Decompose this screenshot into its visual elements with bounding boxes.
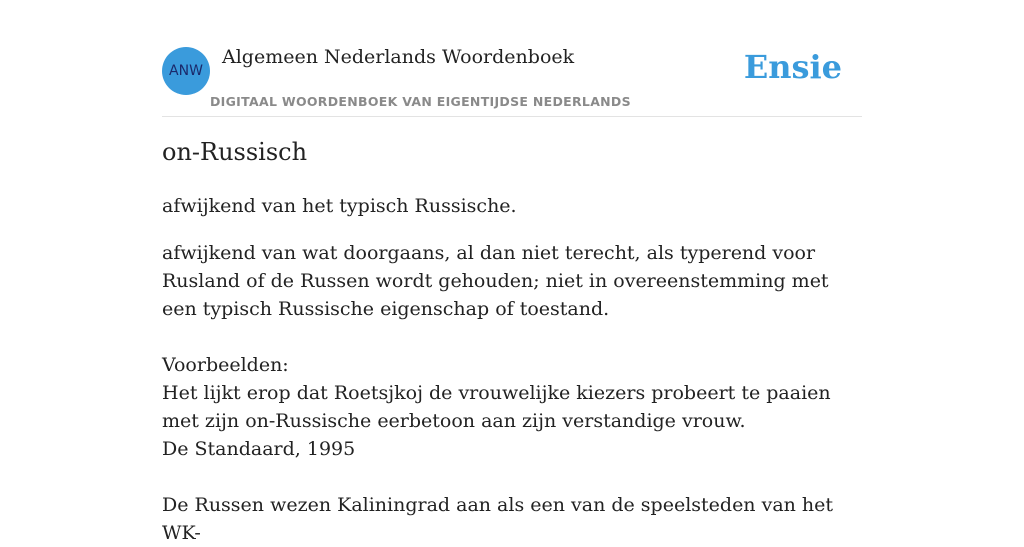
anw-logo[interactable] [162,47,210,95]
source-header [162,40,862,117]
example-text: Het lijkt erop dat Roetsjkoj de vrouwelijke kiezers probeert te paaien met zijn on-Russische eerbetoon aan zijn verstandige vrouw. [162,382,831,432]
headword: on-Russisch [162,138,308,166]
spacer [162,323,862,351]
ensie-logo[interactable]: Ensie [743,48,842,86]
entry-content [162,192,862,547]
short-definition: afwijkend van het typisch Russische. [162,195,517,217]
examples-label: Voorbeelden: [162,354,289,376]
example-source: De Standaard, 1995 [162,438,356,460]
spacer [162,463,862,491]
long-definition: afwijkend van wat doorgaans, al dan niet terecht, als typerend voor Rusland of de Russen wordt gehouden; niet in overeenstemming met een typisch Russische eigenschap of toestand. [162,242,829,320]
source-title[interactable]: Algemeen Nederlands Woordenboek [222,46,575,68]
source-subtitle: DIGITAAL WOORDENBOEK VAN EIGENTIJDSE NEDERLANDS [210,94,631,109]
example-text: De Russen wezen Kaliningrad aan als een van de speelsteden van het WK- [162,494,834,544]
logo-text: ANW [169,63,203,79]
